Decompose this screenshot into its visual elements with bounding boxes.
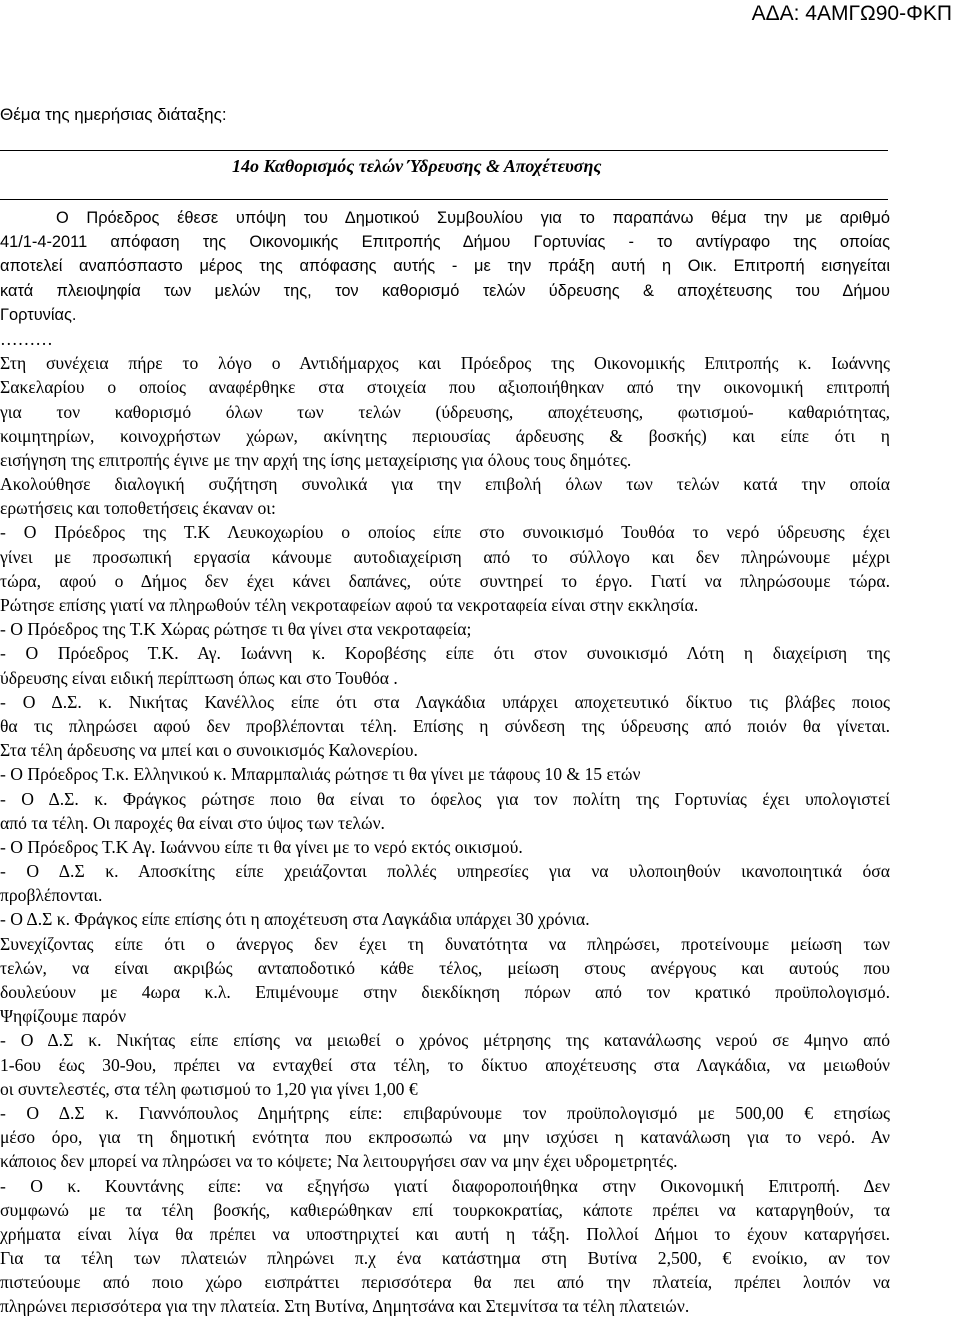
body-line: ……… xyxy=(0,328,53,349)
body-line: συμφωνώ με τα τέλη βοσκής, καθιερώθηκαν επί τουρκοκρατίας, κάποτε πρέπει να καταργηθούν, τα xyxy=(0,1199,890,1220)
body-line: Ο Πρόεδρος έθεσε υπόψη του Δημοτικού Συμβουλίου για το παραπάνω θέμα την με αριθμό xyxy=(56,209,890,227)
body-line: δουλεύουν με 4ωρα κ.λ. Επιμένουμε στην διεκδίκηση πόρων από τον κρατικό προϋπολογισμό. xyxy=(0,982,890,1002)
body-line: - Ο κ. Κουντάνης είπε: να εξηγήσω γιατί διαφοροποιήθηκα στην Οικονομική Επιτροπή. Δεν xyxy=(0,1175,890,1196)
body-line: - Ο Πρόεδρος Τ.κ. Ελληνικού κ. Μπαρμπαλιάς ρώτησε τι θα γίνει με τάφους 10 & 15 ετών xyxy=(0,764,641,785)
body-line: Ρώτησε επίσης γιατί να πληρωθούν τέλη νεκροταφείων αφού τα νεκροταφεία είναι στην εκκλησία. xyxy=(0,595,699,615)
top-divider xyxy=(0,150,888,151)
decision-body xyxy=(0,206,960,1319)
body-line: 1-6ου έως 30-9ου, πρέπει να ενταχθεί στα τέλη, το δίκτυο αποχέτευσης στα Λαγκάδια, να μειωθούν xyxy=(0,1054,890,1075)
body-line: γίνει με προσωπική εργασία κάνουμε αυτοδιαχείριση από το σύλλογο και δεν πληρώνουμε μέχρι xyxy=(0,546,890,567)
body-line: Γορτυνίας. xyxy=(0,305,77,324)
body-line: πιστεύουμε από ποιο χώρο εισπράττει περισσότερα θα πει από την πλατεία, πρέπει λοιπόν να xyxy=(0,1272,890,1293)
body-line: ερωτήσεις και τοποθετήσεις έκαναν οι: xyxy=(0,498,276,519)
body-line: για τον καθορισμό όλων των τελών (ύδρευσης, αποχέτευσης, φωτισμού- καθαριότητας, xyxy=(0,401,890,422)
body-line: - Ο Δ.Σ κ. Φράγκος είπε επίσης ότι η αποχέτευση στα Λαγκάδια υπάρχει 30 χρόνια. xyxy=(0,909,590,930)
agenda-label: Θέμα της ημερήσιας διάταξης: xyxy=(0,105,227,124)
body-line: - Ο Δ.Σ κ. Νικήτας είπε επίσης να μειωθεί ο χρόνος μέτρησης της κατανάλωσης νερού σε 4μηνο από xyxy=(0,1030,890,1051)
body-line: κατά πλειοψηφία των μελών της, τον καθορισμό τελών ύδρευσης & αποχέτευσης του Δήμου xyxy=(0,281,890,300)
body-line: πληρώνει περισσότερα για την πλατεία. Στη Βυτίνα, Δημητσάνα και Στεμνίτσα τα τέλη πλατειών. xyxy=(0,1296,690,1317)
body-line: θα τις πληρώσει αφού δεν προβλέπονται τέλη. Επίσης η σύνδεση της ύδρευσης από ποιόν θα γίνεται. xyxy=(0,715,890,736)
body-line: Συνεχίζοντας είπε ότι ο άνεργος δεν έχει τη δυνατότητα να πληρώσει, προτείνουμε μείωση των xyxy=(0,933,890,954)
body-line: κάποιος δεν μπορεί να πληρώσει να το κόψετε; Να λειτουργήσει σαν να μην έχει υδρομετρητές. xyxy=(0,1151,678,1172)
body-line: ύδρευσης είναι ειδική περίπτωση όπως και στο Τουθόα . xyxy=(0,667,398,688)
title-divider xyxy=(0,199,888,200)
body-line: - Ο Πρόεδρος Τ.Κ. Αγ. Ιωάννη κ. Κοροβέσης είπε ότι στον συνοικισμό Λότη η διαχείριση της xyxy=(0,643,890,664)
body-line: Σακελαρίου ο οποίος αναφέρθηκε στα στοιχεία που αξιοποιήθηκαν από την οικονομική επιτροπή xyxy=(0,377,890,398)
body-line: Στη συνέχεια πήρε το λόγο ο Αντιδήμαρχος και Πρόεδρος της Οικονομικής Επιτροπής κ. Ιωάννης xyxy=(0,353,890,374)
body-line: - Ο Δ.Σ κ. Γιαννόπουλος Δημήτρης είπε: επιβαρύνουμε τον προϋπολογισμό με 500,00 € ετησίως xyxy=(0,1102,890,1123)
body-line: κοιμητηρίων, κοινοχρήστων χώρων, ακίνητης περιουσίας άρδευσης & βοσκής) και είπε ότι η xyxy=(0,425,890,446)
body-line: - Ο Πρόεδρος Τ.Κ Αγ. Ιωάννου είπε τι θα γίνει με το νερό εκτός οικισμού. xyxy=(0,836,523,857)
subject-title: 14ο Καθορισμός τελών Ύδρευσης & Αποχέτευσης xyxy=(232,156,602,176)
body-line: χρήματα είναι λίγα θα πρέπει να υποστηριχτεί και αυτή η τάξη. Πολλοί Δήμοι το έχουν καταργήσει. xyxy=(0,1223,890,1244)
body-line: - Ο Δ.Σ. κ. Φράγκος ρώτησε ποιο θα είναι το όφελος για τον πολίτη της Γορτυνίας έχει υπολογιστεί xyxy=(0,788,890,809)
body-line: μέσο όρο, για τη δημοτική ενότητα που εκπροσωπώ να μην ισχύσει η κατανάλωση για το νερό. Αν xyxy=(0,1127,890,1148)
body-line: Ακολούθησε διαλογική συζήτηση συνολικά για την επιβολή όλων των τελών κατά την οποία xyxy=(0,474,890,495)
ada-header: ΑΔΑ: 4ΑΜΓΩ90-ΦΚΠ xyxy=(751,2,952,25)
body-line: εισήγηση της επιτροπής έγινε με την αρχή της ίσης μεταχείρισης για όλους τους δημότες. xyxy=(0,449,632,470)
body-line: - Ο Πρόεδρος της Τ.Κ Χώρας ρώτησε τι θα γίνει στα νεκροταφεία; xyxy=(0,619,472,640)
body-line: - Ο Πρόεδρος της Τ.Κ Λευκοχωρίου ο οποίος είπε στο συνοικισμό Τουθόα το νερό ύδρευσης έχει xyxy=(0,522,890,543)
body-line: Ψηφίζουμε παρόν xyxy=(0,1006,127,1027)
body-line: τώρα, αφού ο Δήμος δεν έχει κάνει δαπάνες, ούτε συντηρεί το έργο. Γιατί να πληρώσουμε τώρα. xyxy=(0,570,890,591)
body-line: 41/1-4-2011 απόφαση της Οικονομικής Επιτροπής Δήμου Γορτυνίας - το αντίγραφο της οποίας xyxy=(0,233,890,252)
body-line: από τα τέλη. Οι παροχές θα είναι στο ύψος των τελών. xyxy=(0,812,385,833)
body-line: Στα τέλη άρδευσης να μπεί και ο συνοικισμός Καλονερίου. xyxy=(0,740,418,761)
body-line: - Ο Δ.Σ κ. Αποσκίτης είπε χρειάζονται πολλές υπηρεσίες για να υλοποιηθούν ικανοποιητικά όσα xyxy=(0,861,890,882)
body-line: - Ο Δ.Σ. κ. Νικήτας Κανέλλος είπε ότι στα Λαγκάδια υπάρχει αποχετευτικό δίκτυο τις βλάβες ποιος xyxy=(0,691,890,712)
body-line: αποτελεί αναπόσπαστο μέρος της απόφασης αυτής - με την πράξη αυτή η Οικ. Επιτροπή εισηγείται xyxy=(0,257,890,276)
body-line: προβλέπονται. xyxy=(0,885,103,906)
body-line: οι συντελεστές, στα τέλη φωτισμού το 1,20 για γίνει 1,00 € xyxy=(0,1078,418,1099)
body-line: τελών, να είναι ακριβώς ανταποδοτικό κάθε τέλος, μείωση στους ανέργους και αυτούς που xyxy=(0,957,890,978)
body-line: Για τα τέλη των πλατειών πληρώνει π.χ ένα κατάστημα στη Βυτίνα 2,500, € ενοίκιο, αν τον xyxy=(0,1248,890,1269)
